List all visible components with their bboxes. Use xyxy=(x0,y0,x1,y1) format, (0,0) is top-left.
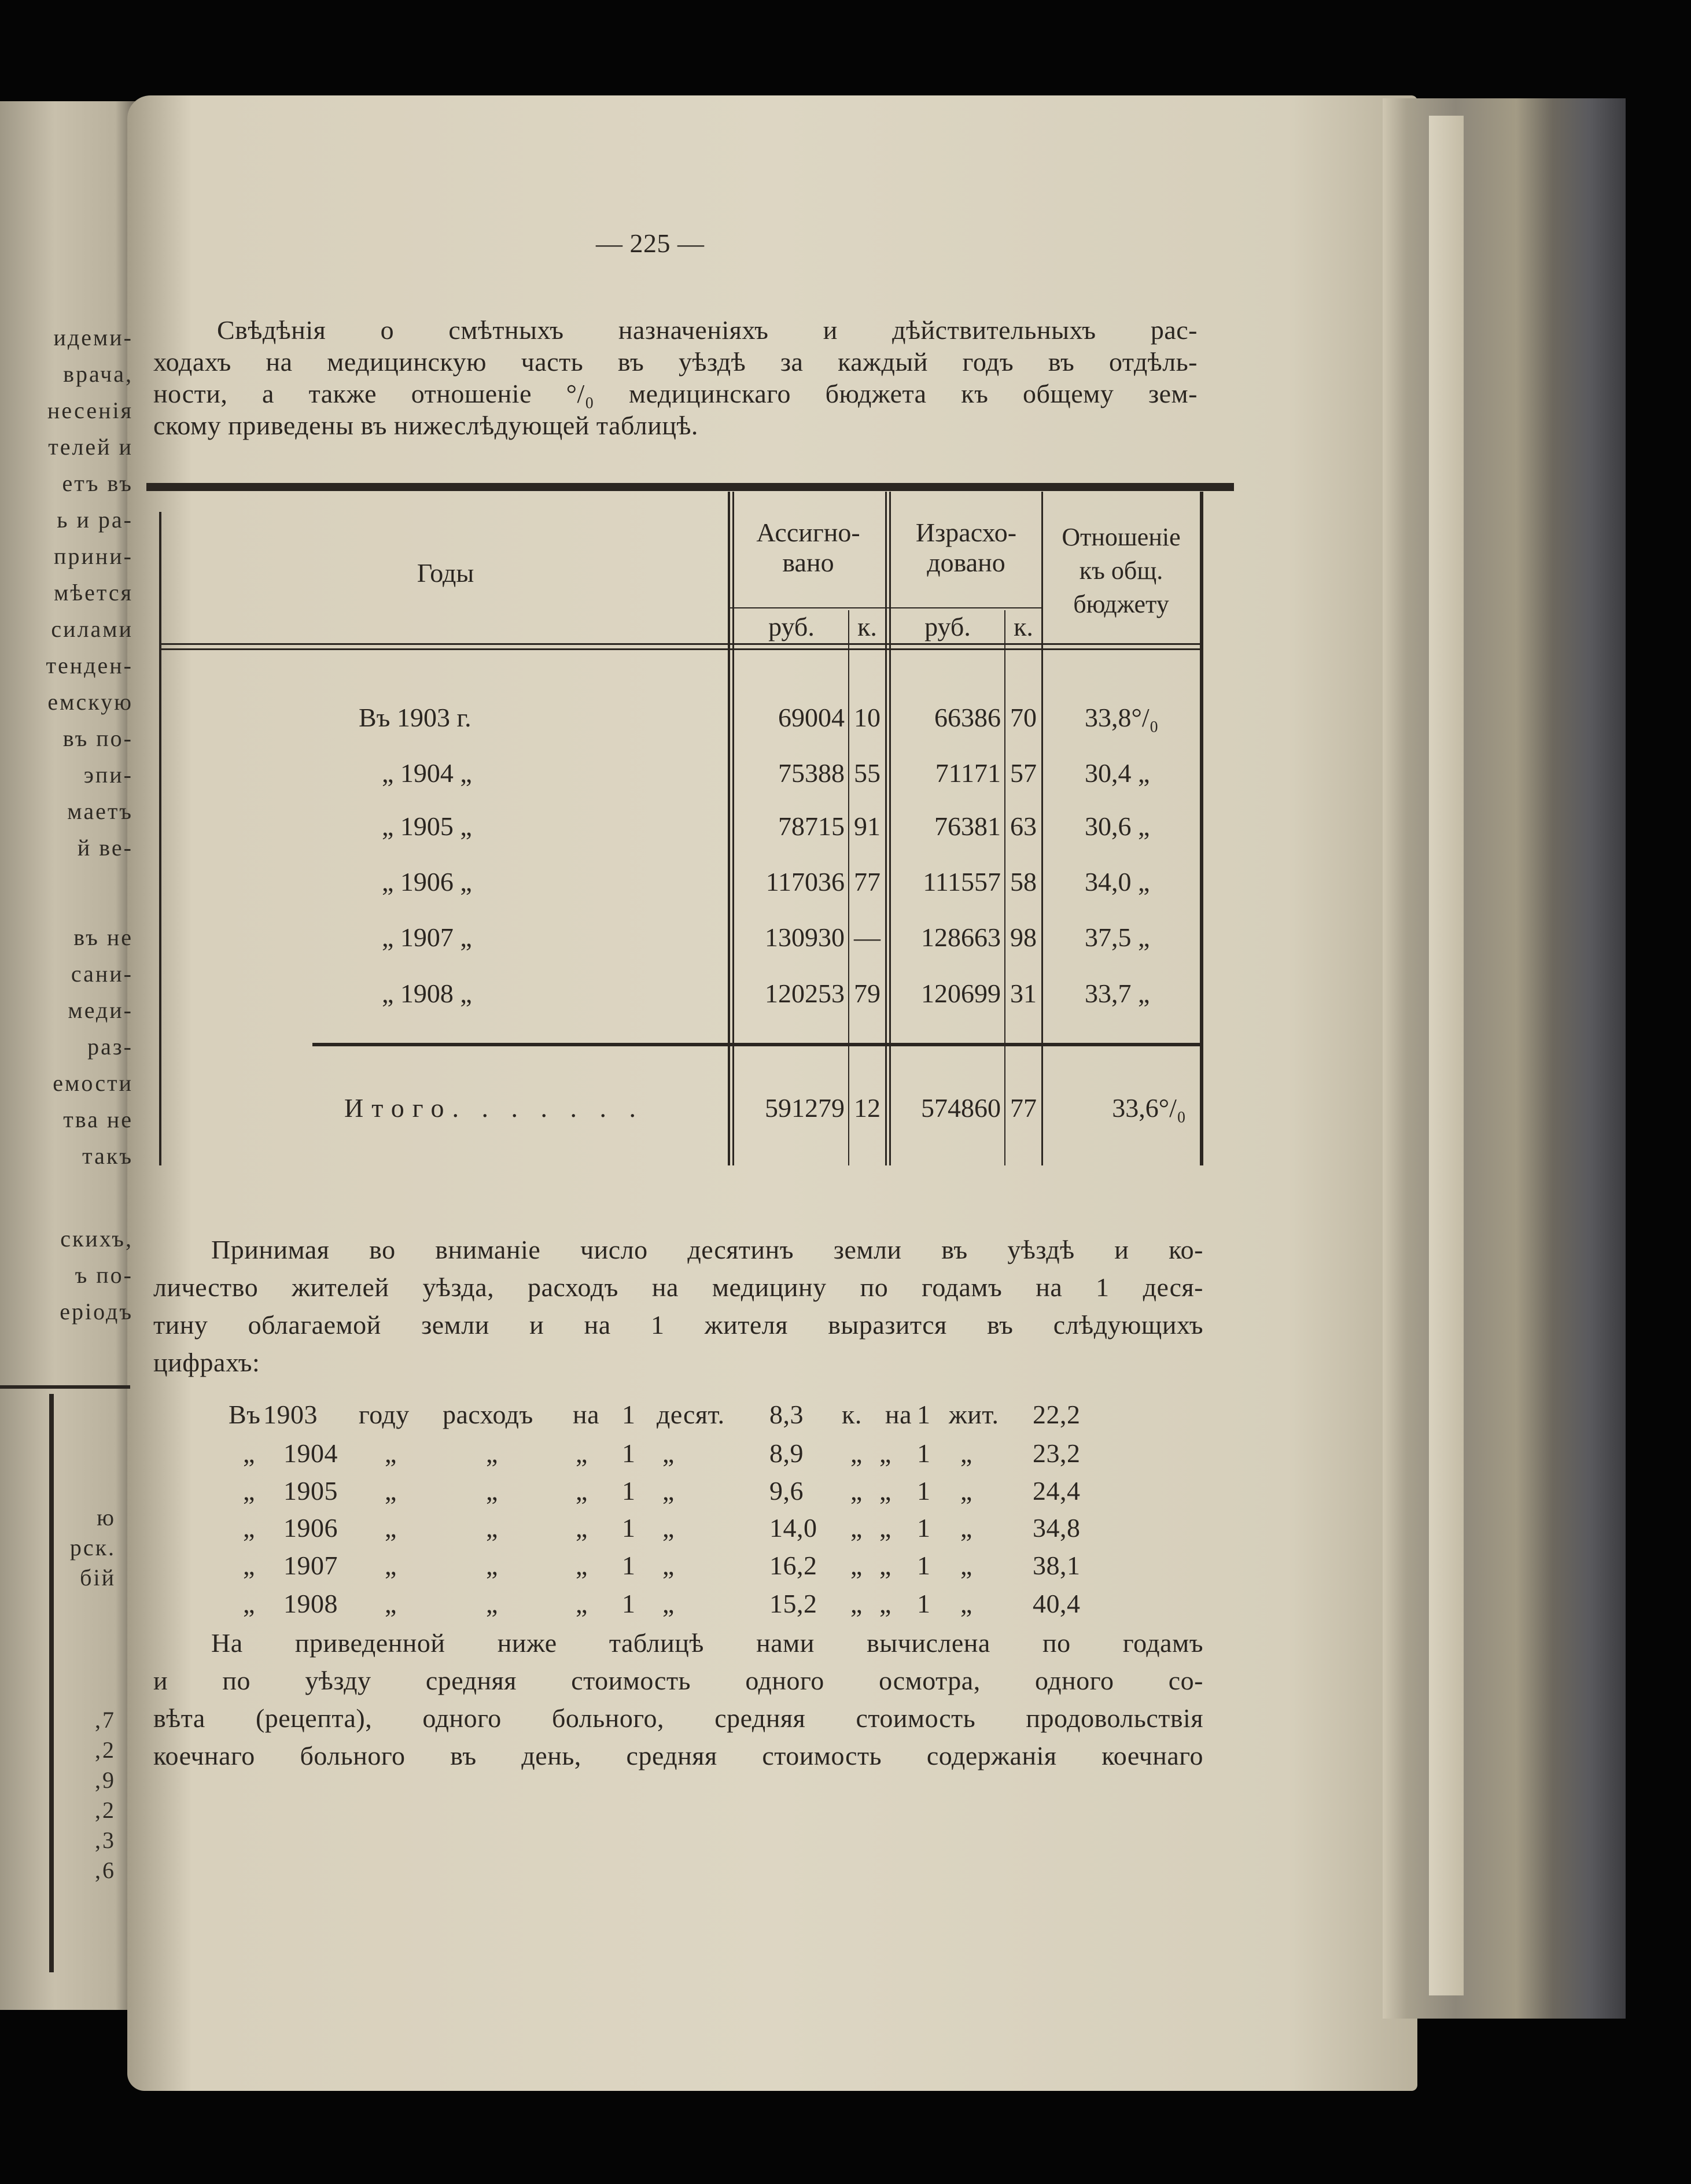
row-spent-kop: 98 xyxy=(1010,923,1037,952)
row-year: Въ 1903 г. xyxy=(359,703,471,732)
table-right-border xyxy=(1200,492,1203,1165)
left-page-fragment: силами xyxy=(51,616,133,642)
col-divider xyxy=(728,492,730,1165)
list-k: „ xyxy=(850,1551,863,1580)
row-spent-rub: 128663 xyxy=(921,923,1001,952)
list-c3: „ xyxy=(576,1589,588,1618)
left-page-fragment: еріодъ xyxy=(60,1298,133,1325)
row-assigned-kop: 77 xyxy=(854,867,881,897)
header-assigned: Ассигно- вано xyxy=(756,518,860,577)
paragraph-line: Свѣдѣнія о смѣтныхъ назначеніяхъ и дѣйствительныхъ рас- xyxy=(217,315,1198,345)
header-rule xyxy=(159,643,1200,645)
left-page-fragment: въ по- xyxy=(62,725,133,751)
total-ratio: 33,6°/₀ xyxy=(1112,1093,1186,1123)
row-assigned-rub: 78715 xyxy=(778,811,845,841)
header-assigned-rub: руб. xyxy=(768,612,815,641)
left-page-fragment: ,2 xyxy=(95,1737,116,1763)
row-ratio: 30,6 „ xyxy=(1085,811,1150,841)
header-assigned-kop: к. xyxy=(857,612,877,641)
list-zhit: „ xyxy=(960,1476,972,1506)
list-c1: „ xyxy=(385,1589,397,1618)
list-c3: „ xyxy=(576,1438,588,1468)
list-c2: „ xyxy=(486,1476,498,1506)
list-n2: 1 xyxy=(917,1476,931,1506)
left-page-fragment: ,9 xyxy=(95,1767,116,1793)
list-n2: 1 xyxy=(917,1400,931,1429)
list-c3: на xyxy=(573,1400,600,1429)
list-c2: „ xyxy=(486,1513,498,1543)
list-n1: 1 xyxy=(622,1438,636,1468)
row-ratio: 33,8°/₀ xyxy=(1085,703,1159,732)
total-spent-kop: 77 xyxy=(1010,1093,1037,1123)
list-c1: „ xyxy=(385,1476,397,1506)
row-spent-rub: 66386 xyxy=(934,703,1001,732)
header-rule xyxy=(159,648,1200,650)
list-unit: „ xyxy=(662,1513,675,1543)
paragraph-line: вѣта (рецепта), одного больного, средняя стоимость продовольствія xyxy=(153,1703,1203,1733)
total-assigned-kop: 12 xyxy=(854,1093,881,1123)
row-year: „ 1905 „ xyxy=(382,811,472,841)
list-per-resident: 40,4 xyxy=(1033,1589,1081,1618)
left-page-table-border xyxy=(49,1394,54,1972)
row-ratio: 30,4 „ xyxy=(1085,758,1150,788)
left-page-fragment: ,7 xyxy=(95,1707,116,1733)
list-per-resident: 23,2 xyxy=(1033,1438,1081,1468)
left-page-fragment: сани- xyxy=(71,961,133,987)
list-k: „ xyxy=(850,1513,863,1543)
page-number: — 225 — xyxy=(596,228,705,258)
list-na: „ xyxy=(879,1476,891,1506)
left-page-fragment: тва не xyxy=(63,1106,133,1132)
left-page-fragment: телей и xyxy=(48,434,133,460)
list-n1: 1 xyxy=(622,1400,636,1429)
paragraph-line: коечнаго больного въ день, средняя стоимость содержанія коечнаго xyxy=(153,1741,1203,1770)
table-left-border xyxy=(159,512,161,1165)
list-desyat: 8,3 xyxy=(769,1400,804,1429)
total-label: Итого. . . . . . . xyxy=(344,1093,644,1123)
list-per-resident: 34,8 xyxy=(1033,1513,1081,1543)
list-desyat: 16,2 xyxy=(769,1551,817,1580)
left-page-fragment: меди- xyxy=(68,997,133,1023)
list-prefix: Въ xyxy=(229,1400,261,1429)
row-year: „ 1904 „ xyxy=(382,758,472,788)
row-assigned-rub: 75388 xyxy=(778,758,845,788)
left-page-fragment: такъ xyxy=(82,1143,133,1169)
left-page-rule xyxy=(0,1385,130,1389)
row-spent-rub: 71171 xyxy=(935,758,1001,788)
list-n1: 1 xyxy=(622,1589,636,1618)
left-page-fragment: ъ по- xyxy=(75,1262,133,1288)
list-n1: 1 xyxy=(622,1551,636,1580)
left-page-fragment: прини- xyxy=(54,543,133,569)
list-prefix: „ xyxy=(243,1551,255,1580)
table-top-rule xyxy=(146,483,1234,491)
subheader-rule xyxy=(730,607,1041,608)
left-page-fragment: идеми- xyxy=(53,324,133,351)
row-assigned-kop: 55 xyxy=(854,758,881,788)
left-page-fragment: врача, xyxy=(63,361,133,387)
paragraph-line: ходахъ на медицинскую часть въ уѣздѣ за каждый годъ въ отдѣль- xyxy=(153,347,1198,377)
page-edge-stripe xyxy=(1429,116,1464,1995)
left-page-fragment: маетъ xyxy=(67,798,133,824)
list-unit: „ xyxy=(662,1551,675,1580)
paragraph-line: Принимая во вниманіе число десятинъ земли въ уѣздѣ и ко- xyxy=(211,1235,1203,1264)
left-page-fragment: емскую xyxy=(47,689,133,715)
header-years: Годы xyxy=(417,558,474,588)
list-unit: „ xyxy=(662,1438,675,1468)
list-c2: „ xyxy=(486,1438,498,1468)
list-na: „ xyxy=(879,1589,891,1618)
left-page-fragment: емости xyxy=(53,1070,133,1096)
total-assigned-rub: 591279 xyxy=(765,1093,845,1123)
row-assigned-rub: 69004 xyxy=(778,703,845,732)
row-assigned-kop: 91 xyxy=(854,811,881,841)
paragraph-line: цифрахъ: xyxy=(153,1348,260,1377)
list-desyat: 9,6 xyxy=(769,1476,804,1506)
list-zhit: „ xyxy=(960,1589,972,1618)
row-ratio: 34,0 „ xyxy=(1085,867,1150,897)
list-year: 1905 xyxy=(283,1476,338,1506)
list-c2: расходъ xyxy=(443,1400,533,1429)
paragraph-line: скому приведены въ нижеслѣдующей таблицѣ. xyxy=(153,411,698,440)
list-prefix: „ xyxy=(243,1589,255,1618)
list-prefix: „ xyxy=(243,1476,255,1506)
list-k: „ xyxy=(850,1589,863,1618)
list-c2: „ xyxy=(486,1589,498,1618)
row-spent-rub: 76381 xyxy=(934,811,1001,841)
list-zhit: жит. xyxy=(949,1400,999,1429)
row-year: „ 1907 „ xyxy=(382,923,472,952)
row-assigned-kop: 10 xyxy=(854,703,881,732)
left-page-fragment: мѣется xyxy=(54,580,133,606)
list-unit: „ xyxy=(662,1589,675,1618)
list-desyat: 14,0 xyxy=(769,1513,817,1543)
paragraph-line: На приведенной ниже таблицѣ нами вычислена по годамъ xyxy=(211,1628,1203,1658)
left-page-fragment: рск. xyxy=(69,1534,116,1560)
paragraph-line: и по уѣзду средняя стоимость одного осмотра, одного со- xyxy=(153,1666,1203,1695)
list-year: 1906 xyxy=(283,1513,338,1543)
left-page-fragment: ,2 xyxy=(95,1797,116,1823)
paragraph-line: личество жителей уѣзда, расходъ на медицину по годамъ на 1 деся- xyxy=(153,1272,1203,1302)
row-spent-kop: 31 xyxy=(1010,979,1037,1008)
list-unit: „ xyxy=(662,1476,675,1506)
book-page-edges xyxy=(1383,98,1626,2019)
row-assigned-kop: — xyxy=(854,923,881,952)
list-desyat: 8,9 xyxy=(769,1438,804,1468)
list-year: 1903 xyxy=(263,1400,318,1429)
list-na: „ xyxy=(879,1513,891,1543)
row-assigned-rub: 120253 xyxy=(765,979,845,1008)
left-page-fragment: несенія xyxy=(47,397,133,423)
left-page-fragment: ь и ра- xyxy=(57,507,133,533)
total-spent-rub: 574860 xyxy=(921,1093,1001,1123)
list-na: на xyxy=(885,1400,912,1429)
row-spent-kop: 70 xyxy=(1010,703,1037,732)
left-page-fragment: ю xyxy=(97,1504,116,1530)
left-page-fragment: ,6 xyxy=(95,1857,116,1883)
left-page-fragment: эпи- xyxy=(83,762,133,788)
col-divider xyxy=(732,492,734,1165)
row-year: „ 1908 „ xyxy=(382,979,472,1008)
list-n2: 1 xyxy=(917,1438,931,1468)
list-per-resident: 22,2 xyxy=(1033,1400,1081,1429)
list-n1: 1 xyxy=(622,1513,636,1543)
paragraph-line: тину облагаемой земли и на 1 жителя выразится въ слѣдующихъ xyxy=(153,1310,1203,1340)
row-assigned-rub: 130930 xyxy=(765,923,845,952)
list-k: к. xyxy=(842,1400,862,1429)
list-per-resident: 38,1 xyxy=(1033,1551,1081,1580)
list-year: 1907 xyxy=(283,1551,338,1580)
header-ratio: Отношеніе къ общ. бюджету xyxy=(1062,523,1181,618)
list-unit: десят. xyxy=(657,1400,725,1429)
header-spent: Израсхо- довано xyxy=(915,518,1017,577)
list-desyat: 15,2 xyxy=(769,1589,817,1618)
list-c1: году xyxy=(359,1400,410,1429)
row-spent-rub: 111557 xyxy=(923,867,1001,897)
left-page-fragment: въ не xyxy=(73,924,133,950)
row-spent-rub: 120699 xyxy=(921,979,1001,1008)
list-k: „ xyxy=(850,1438,863,1468)
list-c1: „ xyxy=(385,1551,397,1580)
row-year: „ 1906 „ xyxy=(382,867,472,897)
header-spent-rub: руб. xyxy=(924,612,971,641)
left-page-fragment: й ве- xyxy=(77,835,133,861)
list-per-resident: 24,4 xyxy=(1033,1476,1081,1506)
row-assigned-rub: 117036 xyxy=(765,867,845,897)
list-prefix: „ xyxy=(243,1438,255,1468)
row-ratio: 37,5 „ xyxy=(1085,923,1150,952)
list-c3: „ xyxy=(576,1476,588,1506)
list-na: „ xyxy=(879,1438,891,1468)
list-n1: 1 xyxy=(622,1476,636,1506)
list-zhit: „ xyxy=(960,1513,972,1543)
left-page-fragment: бій xyxy=(80,1565,116,1591)
list-n2: 1 xyxy=(917,1513,931,1543)
list-c2: „ xyxy=(486,1551,498,1580)
left-page-fragment: етъ въ xyxy=(62,470,133,496)
left-page-fragment: скихъ, xyxy=(60,1226,133,1252)
row-spent-kop: 58 xyxy=(1010,867,1037,897)
list-year: 1904 xyxy=(283,1438,338,1468)
list-n2: 1 xyxy=(917,1551,931,1580)
list-n2: 1 xyxy=(917,1589,931,1618)
left-page-fragment: тенден- xyxy=(46,652,133,678)
list-c3: „ xyxy=(576,1551,588,1580)
row-spent-kop: 63 xyxy=(1010,811,1037,841)
paragraph-line: ности, а также отношеніе °/₀ медицинскаго бюджета къ общему зем- xyxy=(153,379,1198,408)
list-prefix: „ xyxy=(243,1513,255,1543)
list-k: „ xyxy=(850,1476,863,1506)
total-rule xyxy=(312,1043,1203,1046)
row-spent-kop: 57 xyxy=(1010,758,1037,788)
list-c1: „ xyxy=(385,1438,397,1468)
list-zhit: „ xyxy=(960,1551,972,1580)
col-divider xyxy=(885,492,887,1165)
header-spent-kop: к. xyxy=(1014,612,1033,641)
list-c1: „ xyxy=(385,1513,397,1543)
list-na: „ xyxy=(879,1551,891,1580)
left-page-fragment: раз- xyxy=(87,1034,133,1060)
row-assigned-kop: 79 xyxy=(854,979,881,1008)
list-c3: „ xyxy=(576,1513,588,1543)
list-zhit: „ xyxy=(960,1438,972,1468)
row-ratio: 33,7 „ xyxy=(1085,979,1150,1008)
list-year: 1908 xyxy=(283,1589,338,1618)
left-page-fragment: ,3 xyxy=(95,1827,116,1853)
